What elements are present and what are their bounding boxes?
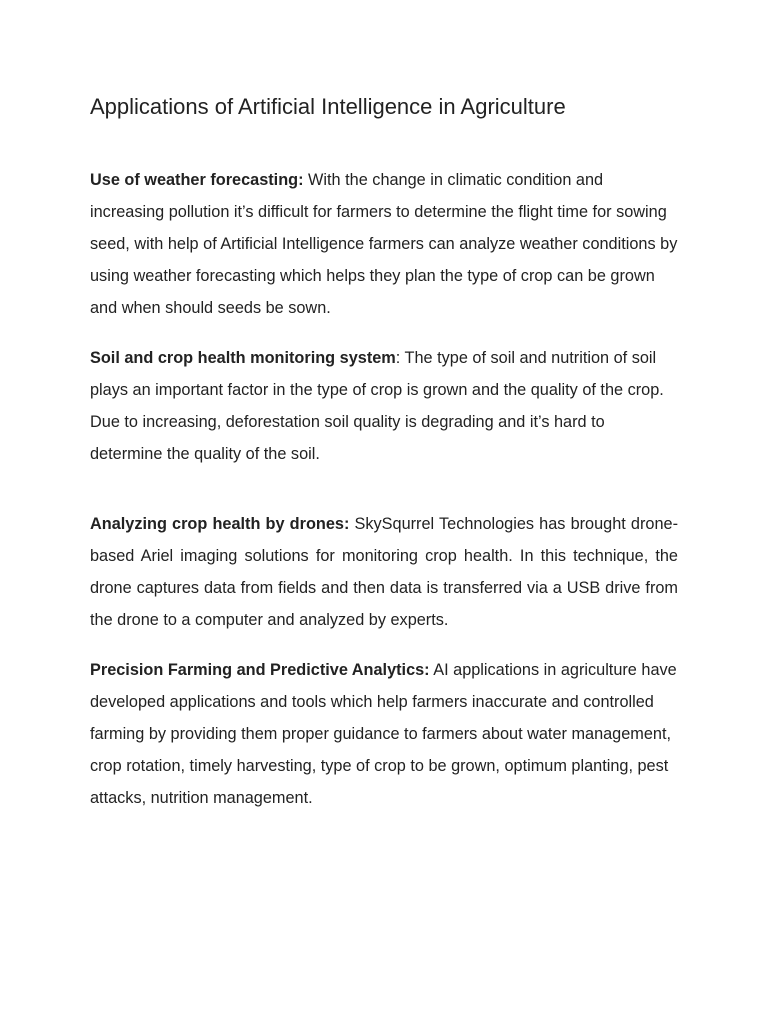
paragraph-drones: [90, 508, 678, 636]
paragraph-weather-forecasting: [90, 164, 678, 324]
paragraph-heading: Precision Farming and Predictive Analytics:: [90, 661, 430, 679]
document-title: Applications of Artificial Intelligence in Agriculture: [90, 94, 566, 119]
paragraph-body: SkySqurrel Technologies has brought drone-based Ariel imaging solutions for monitoring crop health. In this technique, the drone captures data from fields and then data is transferred via a USB drive from the drone to a computer and analyzed by experts.: [90, 515, 678, 629]
paragraph-heading: Use of weather forecasting:: [90, 171, 304, 189]
paragraph-body: AI applications in agriculture have developed applications and tools which help farmers inaccurate and controlled farming by providing them proper guidance to farmers about water management, crop rotation, timely harvesting, type of crop to be grown, optimum planting, pest attacks, nutrition management.: [90, 661, 677, 807]
paragraph-soil-monitoring: [90, 342, 678, 470]
paragraph-heading: Analyzing crop health by drones:: [90, 515, 350, 533]
paragraph-heading: Soil and crop health monitoring system: [90, 349, 396, 367]
paragraph-body: : The type of soil and nutrition of soil plays an important factor in the type of crop is grown and the quality of the crop. Due to increasing, deforestation soil quality is degrading and it’s hard to determine the quality of the soil.: [90, 349, 664, 463]
paragraph-precision-farming: [90, 654, 678, 814]
paragraph-body: With the change in climatic condition and increasing pollution it’s difficult for farmers to determine the flight time for sowing seed, with help of Artificial Intelligence farmers can analyze weather conditions by using weather forecasting which helps they plan the type of crop can be grown and when should seeds be sown.: [90, 171, 678, 317]
